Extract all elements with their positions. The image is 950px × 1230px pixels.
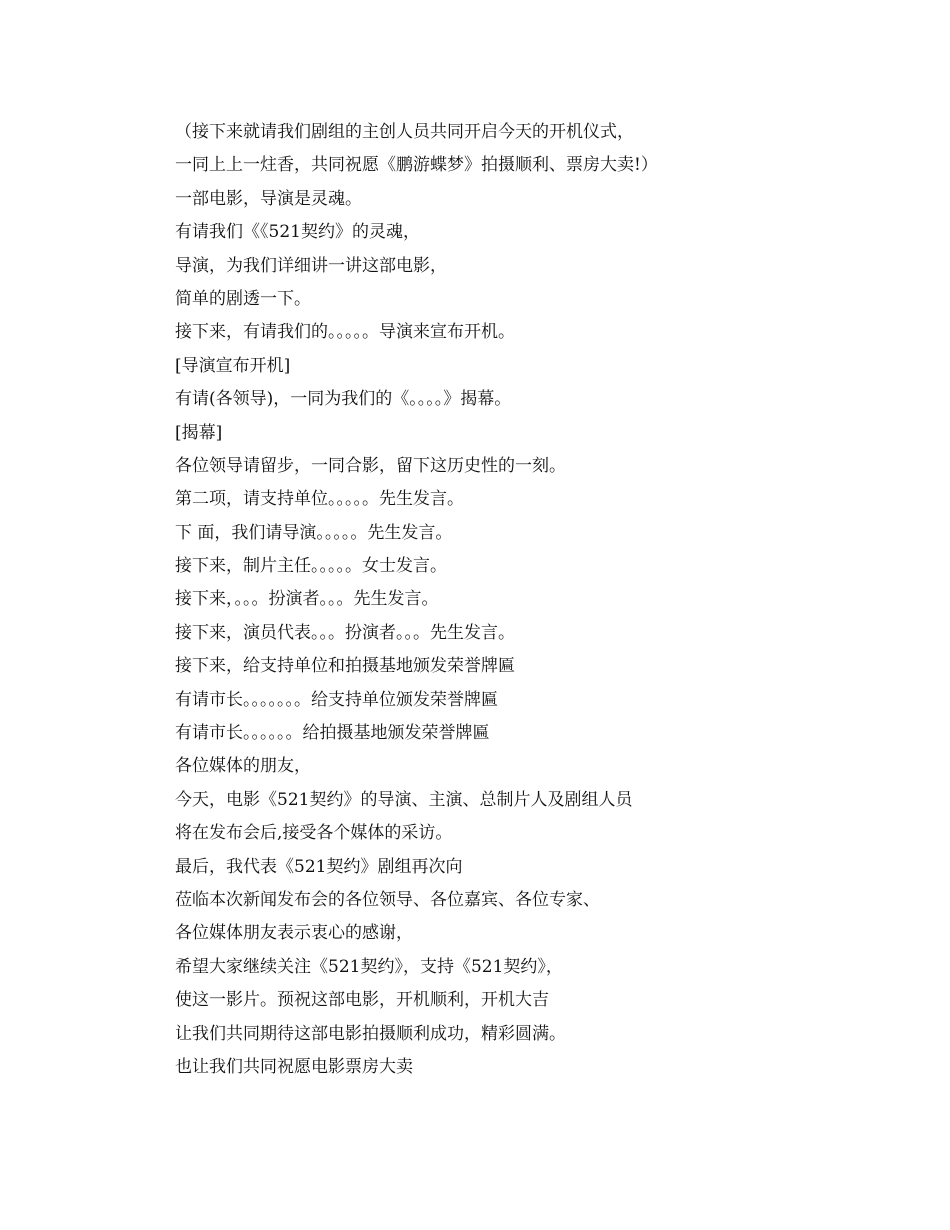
text-line: 接下来，给支持单位和拍摄基地颁发荣誉牌匾 [175,656,515,677]
text-line: 一部电影，导演是灵魂。 [175,188,362,209]
text-line: 接下来，演员代表。。。扮演者。。。先生发言。 [175,622,515,643]
text-line: 有请市长。。。。。。给拍摄基地颁发荣誉牌匾 [175,723,490,744]
text-line: 希望大家继续关注《521契约》，支持《521契约》， [175,956,563,977]
text-line: （接下来就请我们剧组的主创人员共同开启今天的开机仪式， [175,122,634,142]
text-line: 接下来，。。。扮演者。。。先生发言。 [175,589,439,610]
text-line: 今天，电影《521契约》的导演、主演、总制片人及剧组人员 [175,789,633,810]
text-line: 下 面，我们请导演。。。。。先生发言。 [175,522,453,543]
stage-direction: [导演宣布开机] [175,355,291,376]
text-line: 一同上上一炷香，共同祝愿《鹏游蝶梦》拍摄顺利、票房大卖!） [175,155,658,176]
text-line: 各位媒体朋友表示衷心的感谢， [175,923,413,944]
text-line: 第二项，请支持单位。。。。。先生发言。 [175,489,464,510]
text-line: 最后，我代表《521契约》剧组再次向 [175,856,463,877]
text-line: 将在发布会后,接受各个媒体的采访。 [175,823,453,844]
text-line: 各位领导请留步，一同合影，留下这历史性的一刻。 [175,455,566,476]
text-line: 简单的剧透一下。 [175,288,311,309]
stage-direction: [揭幕] [175,422,223,443]
text-line: 使这一影片。预祝这部电影，开机顺利，开机大吉 [175,990,549,1011]
text-line: 各位媒体的朋友， [175,756,311,777]
text-line: 接下来，制片主任。。。。。女士发言。 [175,556,447,577]
text-line: 有请我们《《521契约》的灵魂， [175,222,420,243]
text-line: 导演，为我们详细讲一讲这部电影， [175,255,447,276]
text-line: 有请(各领导)，一同为我们的《。。。。》揭幕。 [175,389,512,410]
document-body [175,116,875,1084]
text-line: 也让我们共同祝愿电影票房大卖 [175,1056,413,1077]
text-line: 让我们共同期待这部电影拍摄顺利成功，精彩圆满。 [175,1023,566,1044]
text-line: 莅临本次新闻发布会的各位领导、各位嘉宾、各位专家、 [175,889,600,910]
text-line: 有请市长。。。。。。。给支持单位颁发荣誉牌匾 [175,689,498,710]
text-line: 接下来，有请我们的。。。。。导演来宣布开机。 [175,322,515,343]
